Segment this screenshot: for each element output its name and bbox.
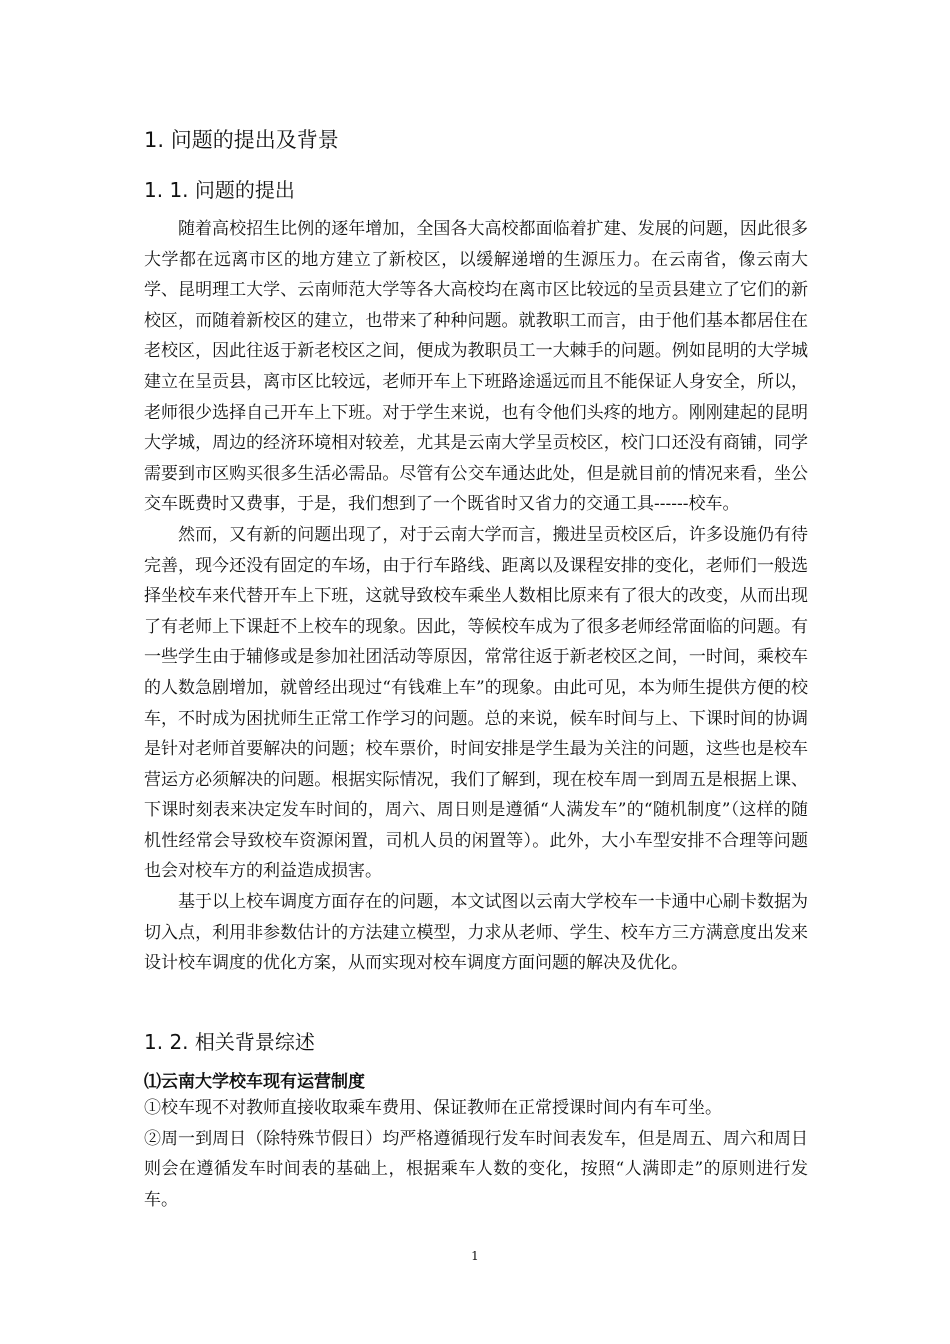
section-heading-1-1: 1. 1. 问题的提出 (144, 178, 295, 202)
paragraph-2: 然而，又有新的问题出现了，对于云南大学而言，搬进呈贡校区后，许多设施仍有待完善，现今还没有固定的车场，由于行车路线、距离以及课程安排的变化，老师们一般选择坐校车来代替开车上下班，这就导致校车乘坐人数相比原来有了很大的改变，从而出现了有老师上下课赶不上校车的现象。因此，等候校车成为了很多老师经常面临的问题。有一些学生由于辅修或是参加社团活动等原因，常常往返于新老校区之间，一时间，乘校车的人数急剧增加，就曾经出现过“有钱难上车”的现象。由此可见，本为师生提供方便的校车，不时成为困扰师生正常工作学习的问题。总的来说，候车时间与上、下课时间的协调是针对老师首要解决的问题；校车票价，时间安排是学生最为关注的问题，这些也是校车营运方必须解决的问题。根据实际情况，我们了解到，现在校车周一到周五是根据上课、下课时刻表来决定发车时间的，周六、周日则是遵循“人满发车”的“随机制度”（这样的随机性经常会导致校车资源闲置，司机人员的闲置等）。此外，大小车型安排不合理等问题也会对校车方的利益造成损害。 (144, 524, 808, 882)
operating-rules-list (144, 1093, 808, 1215)
subsection-heading: ⑴云南大学校车现有运营制度 (144, 1072, 365, 1092)
paragraph-1: 随着高校招生比例的逐年增加，全国各大高校都面临着扩建、发展的问题，因此很多大学都在远离市区的地方建立了新校区，以缓解递增的生源压力。在云南省，像云南大学、昆明理工大学、云南师范大学等各大高校均在离市区比较远的呈贡县建立了它们的新校区，而随着新校区的建立，也带来了种种问题。就教职工而言，由于他们基本都居住在老校区，因此往返于新老校区之间，便成为教职员工一大棘手的问题。例如昆明的大学城建立在呈贡县，离市区比较远，老师开车上下班路途遥远而且不能保证人身安全，所以，老师很少选择自己开车上下班。对于学生来说，也有令他们头疼的地方。刚刚建起的昆明大学城，周边的经济环境相对较差，尤其是云南大学呈贡校区，校门口还没有商铺，同学需要到市区购买很多生活必需品。尽管有公交车通达此处，但是就目前的情况来看，坐公交车既费时又费事，于是，我们想到了一个既省时又省力的交通工具------校车。 (144, 219, 808, 515)
list-item: ②周一到周日（除特殊节假日）均严格遵循现行发车时间表发车，但是周五、周六和周日则会在遵循发车时间表的基础上，根据乘车人数的变化，按照“人满即走”的原则进行发车。 (144, 1128, 808, 1210)
list-item: ①校车现不对教师直接收取乘车费用、保证教师在正常授课时间内有车可坐。 (144, 1098, 722, 1118)
section-heading-1-2: 1. 2. 相关背景综述 (144, 1030, 315, 1054)
page-number: 1 (471, 1249, 479, 1263)
section-1-1-body (144, 214, 808, 979)
chapter-heading: 1. 问题的提出及背景 (144, 128, 339, 152)
paragraph-3: 基于以上校车调度方面存在的问题，本文试图以云南大学校车一卡通中心刷卡数据为切入点，利用非参数估计的方法建立模型，力求从老师、学生、校车方三方满意度出发来设计校车调度的优化方案，从而实现对校车调度方面问题的解决及优化。 (144, 892, 808, 974)
